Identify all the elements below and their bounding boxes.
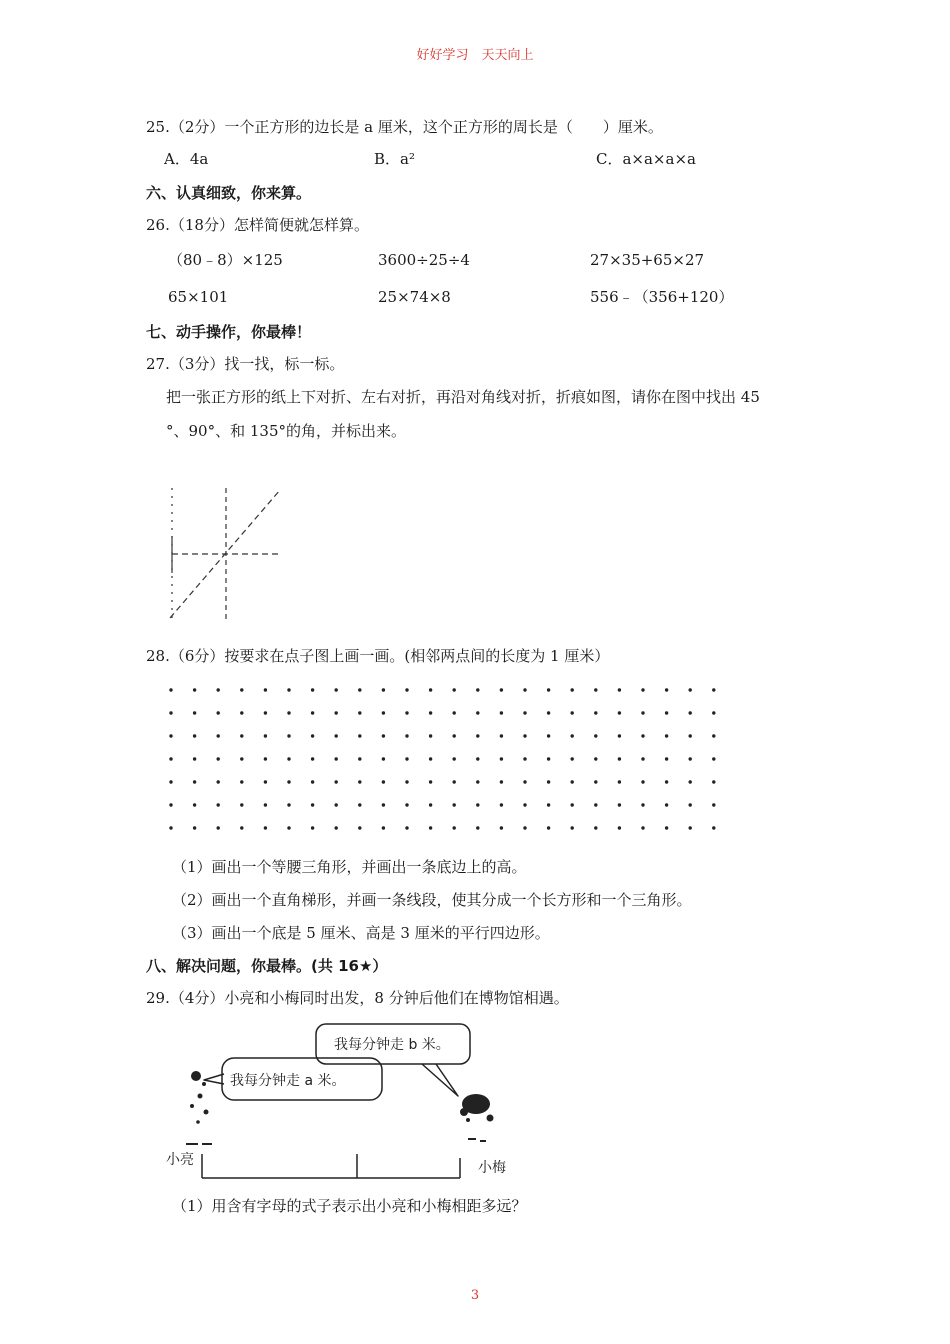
grid-dot <box>547 688 550 691</box>
grid-dot <box>240 780 243 783</box>
grid-dot <box>523 734 526 737</box>
grid-dot <box>523 826 526 829</box>
meeting-illustration <box>160 1018 520 1186</box>
grid-dot <box>169 711 172 714</box>
grid-dot <box>264 780 267 783</box>
grid-dot <box>287 711 290 714</box>
grid-dot <box>358 780 361 783</box>
grid-dot <box>500 734 503 737</box>
grid-dot <box>594 780 597 783</box>
grid-dot <box>264 711 267 714</box>
grid-dot <box>335 803 338 806</box>
q25-option-a: A．4a <box>164 150 209 168</box>
grid-dot <box>641 757 644 760</box>
grid-dot <box>382 803 385 806</box>
grid-dot <box>287 757 290 760</box>
grid-dot <box>382 826 385 829</box>
grid-dot <box>382 688 385 691</box>
grid-dot <box>405 803 408 806</box>
grid-dot <box>500 757 503 760</box>
grid-dot <box>358 757 361 760</box>
grid-dot <box>169 803 172 806</box>
q27-text-2: °、90°、和 135°的角，并标出来。 <box>166 422 406 440</box>
grid-dot <box>571 757 574 760</box>
grid-dot <box>405 826 408 829</box>
grid-dot <box>429 780 432 783</box>
grid-dot <box>264 803 267 806</box>
grid-dot <box>335 826 338 829</box>
grid-dot <box>382 711 385 714</box>
grid-dot <box>547 711 550 714</box>
speech-left-text: 我每分钟走 a 米。 <box>230 1073 346 1089</box>
grid-dot <box>217 734 220 737</box>
grid-dot <box>169 757 172 760</box>
grid-dot <box>453 803 456 806</box>
section-8-heading: 八、解决问题，你最棒。(共 16★） <box>146 957 388 975</box>
grid-dot <box>618 803 621 806</box>
grid-dot <box>523 757 526 760</box>
section-6-heading: 六、认真细致，你来算。 <box>146 184 312 202</box>
page-header: 好好学习 天天向上 <box>416 48 534 63</box>
speech-right-text: 我每分钟走 b 米。 <box>334 1037 450 1053</box>
grid-dot <box>358 803 361 806</box>
q28-stem: 28.（6分）按要求在点子图上画一画。(相邻两点间的长度为 1 厘米） <box>146 647 610 665</box>
grid-dot <box>500 826 503 829</box>
q26-expr-3: 27×35+65×27 <box>590 251 705 269</box>
grid-dot <box>453 734 456 737</box>
grid-dot <box>500 688 503 691</box>
grid-dot <box>665 734 668 737</box>
name-xiaoliang: 小亮 <box>166 1152 194 1168</box>
q27-text-1: 把一张正方形的纸上下对折、左右对折，再沿对角线对折，折痕如图，请你在图中找出 45 <box>166 388 760 406</box>
grid-dot <box>500 780 503 783</box>
grid-dot <box>429 734 432 737</box>
grid-dot <box>217 757 220 760</box>
grid-dot <box>618 757 621 760</box>
q26-stem: 26.（18分）怎样简便就怎样算。 <box>146 216 369 234</box>
grid-dot <box>217 826 220 829</box>
grid-dot <box>641 688 644 691</box>
grid-dot <box>240 688 243 691</box>
grid-dot <box>689 711 692 714</box>
grid-dot <box>335 757 338 760</box>
grid-dot <box>571 780 574 783</box>
grid-dot <box>264 757 267 760</box>
grid-dot <box>382 780 385 783</box>
grid-dot <box>712 734 715 737</box>
grid-dot <box>571 734 574 737</box>
q28-item-1: （1）画出一个等腰三角形，并画出一条底边上的高。 <box>172 858 527 876</box>
grid-dot <box>453 780 456 783</box>
grid-dot <box>287 688 290 691</box>
grid-dot <box>311 711 314 714</box>
grid-dot <box>618 734 621 737</box>
grid-dot <box>311 734 314 737</box>
grid-dot <box>240 803 243 806</box>
grid-dot <box>382 757 385 760</box>
grid-dot <box>523 688 526 691</box>
grid-dot <box>287 780 290 783</box>
grid-dot <box>264 688 267 691</box>
grid-dot <box>453 688 456 691</box>
grid-dot <box>689 803 692 806</box>
q27-stem: 27.（3分）找一找，标一标。 <box>146 355 345 373</box>
q26-expr-5: 25×74×8 <box>378 288 451 306</box>
q25-option-c: C．a×a×a×a <box>596 150 696 168</box>
grid-dot <box>169 688 172 691</box>
grid-dot <box>193 757 196 760</box>
grid-dot <box>689 780 692 783</box>
grid-dot <box>547 826 550 829</box>
q28-item-3: （3）画出一个底是 5 厘米、高是 3 厘米的平行四边形。 <box>172 924 550 942</box>
q29-sub-1: （1）用含有字母的式子表示出小亮和小梅相距多远？ <box>172 1197 527 1215</box>
q26-expr-1: （80﹣8）×125 <box>168 251 283 269</box>
grid-dot <box>476 711 479 714</box>
fold-crease-diagram <box>160 478 290 628</box>
xiaomei-figure-icon <box>460 1094 494 1142</box>
grid-dot <box>523 780 526 783</box>
grid-dot <box>665 780 668 783</box>
grid-dot <box>618 688 621 691</box>
grid-dot <box>193 826 196 829</box>
grid-dot <box>641 734 644 737</box>
grid-dot <box>641 711 644 714</box>
grid-dot <box>405 734 408 737</box>
page-number: 3 <box>470 1288 480 1303</box>
grid-dot <box>311 757 314 760</box>
grid-dot <box>311 780 314 783</box>
grid-dot <box>476 826 479 829</box>
grid-dot <box>405 711 408 714</box>
grid-dot <box>571 826 574 829</box>
grid-dot <box>335 711 338 714</box>
grid-dot <box>689 757 692 760</box>
grid-dot <box>453 711 456 714</box>
grid-dot <box>712 688 715 691</box>
grid-dot <box>453 826 456 829</box>
grid-dot <box>287 803 290 806</box>
grid-dot <box>217 780 220 783</box>
section-7-heading: 七、动手操作，你最棒！ <box>146 323 312 341</box>
grid-dot <box>311 803 314 806</box>
grid-dot <box>712 780 715 783</box>
grid-dot <box>311 826 314 829</box>
name-xiaomei: 小梅 <box>478 1160 506 1176</box>
xiaoliang-figure-icon <box>186 1071 212 1145</box>
q26-expr-4: 65×101 <box>168 288 229 306</box>
grid-dot <box>689 688 692 691</box>
grid-dot <box>500 803 503 806</box>
grid-dot <box>429 803 432 806</box>
grid-dot <box>547 780 550 783</box>
grid-dot <box>358 688 361 691</box>
dot-grid <box>160 678 740 846</box>
grid-dot <box>712 803 715 806</box>
grid-dot <box>405 757 408 760</box>
grid-dot <box>429 826 432 829</box>
grid-dot <box>665 803 668 806</box>
grid-dot <box>358 734 361 737</box>
grid-dot <box>193 780 196 783</box>
grid-dot <box>429 711 432 714</box>
q25-option-b: B．a² <box>374 150 415 168</box>
grid-dot <box>169 780 172 783</box>
grid-dot <box>665 826 668 829</box>
grid-dot <box>547 803 550 806</box>
grid-dot <box>641 780 644 783</box>
grid-dot <box>594 803 597 806</box>
grid-dot <box>429 757 432 760</box>
grid-dot <box>594 711 597 714</box>
grid-dot <box>193 734 196 737</box>
grid-dot <box>405 688 408 691</box>
grid-dot <box>429 688 432 691</box>
grid-dot <box>547 757 550 760</box>
grid-dot <box>240 734 243 737</box>
grid-dot <box>547 734 550 737</box>
grid-dot <box>287 826 290 829</box>
grid-dot <box>594 734 597 737</box>
grid-dot <box>287 734 290 737</box>
q29-stem: 29.（4分）小亮和小梅同时出发，8 分钟后他们在博物馆相遇。 <box>146 989 569 1007</box>
q28-item-2: （2）画出一个直角梯形，并画一条线段，使其分成一个长方形和一个三角形。 <box>172 891 692 909</box>
grid-dot <box>594 757 597 760</box>
grid-dot <box>311 688 314 691</box>
grid-dot <box>665 688 668 691</box>
q26-expr-6: 556﹣（356+120） <box>590 288 734 306</box>
q26-expr-2: 3600÷25÷4 <box>378 251 470 269</box>
grid-dot <box>523 711 526 714</box>
grid-dot <box>712 826 715 829</box>
grid-dot <box>571 711 574 714</box>
grid-dot <box>264 826 267 829</box>
grid-dot <box>193 711 196 714</box>
grid-dot <box>594 826 597 829</box>
grid-dot <box>689 734 692 737</box>
grid-dot <box>476 734 479 737</box>
grid-dot <box>264 734 267 737</box>
grid-dot <box>240 711 243 714</box>
grid-dot <box>641 803 644 806</box>
grid-dot <box>217 688 220 691</box>
grid-dot <box>712 711 715 714</box>
grid-dot <box>240 757 243 760</box>
grid-dot <box>665 757 668 760</box>
grid-dot <box>571 688 574 691</box>
grid-dot <box>689 826 692 829</box>
grid-dot <box>571 803 574 806</box>
grid-dot <box>712 757 715 760</box>
grid-dot <box>169 734 172 737</box>
grid-dot <box>405 780 408 783</box>
grid-dot <box>335 780 338 783</box>
grid-dot <box>641 826 644 829</box>
grid-dot <box>453 757 456 760</box>
grid-dot <box>335 688 338 691</box>
grid-dot <box>193 688 196 691</box>
grid-dot <box>618 780 621 783</box>
grid-dot <box>217 803 220 806</box>
grid-dot <box>476 757 479 760</box>
grid-dot <box>193 803 196 806</box>
grid-dot <box>618 711 621 714</box>
grid-dot <box>594 688 597 691</box>
grid-dot <box>335 734 338 737</box>
grid-dot <box>476 803 479 806</box>
grid-dot <box>358 711 361 714</box>
q25-stem: 25.（2分）一个正方形的边长是 a 厘米，这个正方形的周长是（ ）厘米。 <box>146 118 663 136</box>
grid-dot <box>382 734 385 737</box>
grid-dot <box>240 826 243 829</box>
grid-dot <box>476 780 479 783</box>
grid-dot <box>665 711 668 714</box>
grid-dot <box>169 826 172 829</box>
grid-dot <box>476 688 479 691</box>
grid-dot <box>358 826 361 829</box>
grid-dot <box>618 826 621 829</box>
grid-dot <box>217 711 220 714</box>
grid-dot <box>523 803 526 806</box>
grid-dot <box>500 711 503 714</box>
